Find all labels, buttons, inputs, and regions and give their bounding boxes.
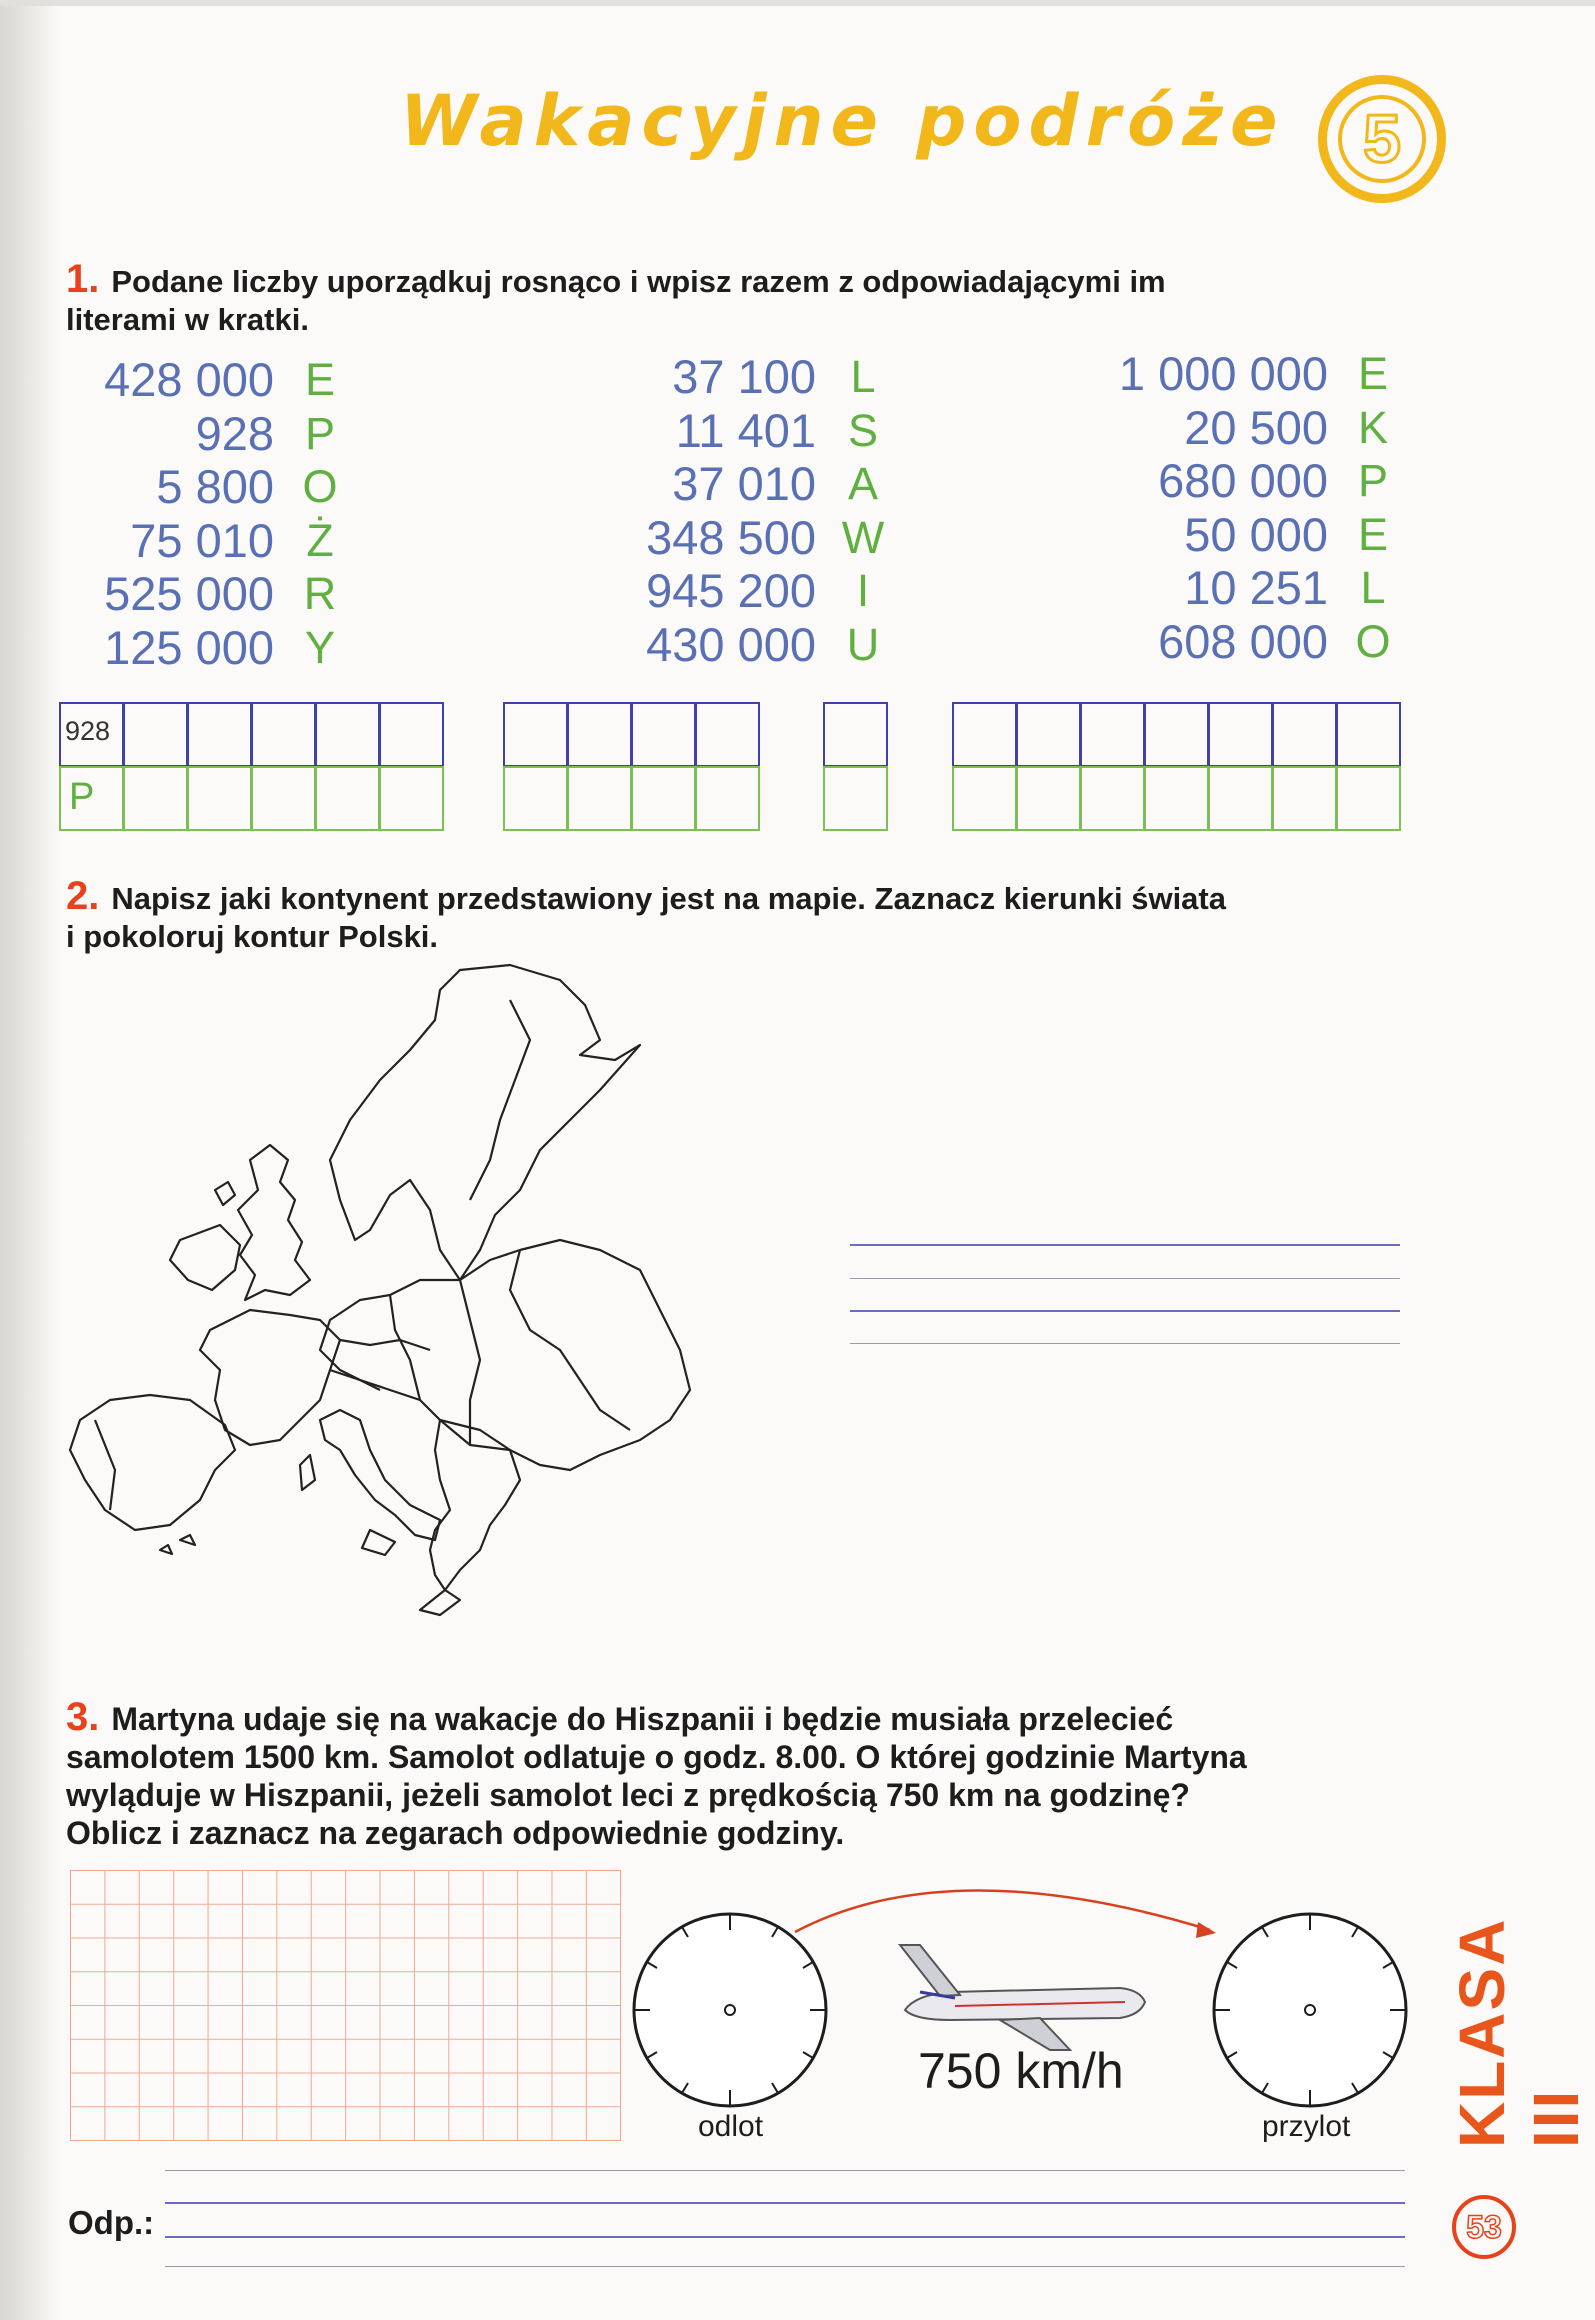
grade-side-label: KLASA III: [1446, 1919, 1592, 2148]
number-column-3: [1060, 347, 1328, 668]
number-item: 608 000: [1158, 614, 1328, 668]
letter-cell[interactable]: [1016, 766, 1081, 831]
letter-cell[interactable]: [1080, 766, 1145, 831]
lesson-number-badge: [1318, 75, 1446, 203]
example-letter-cell: P: [59, 766, 124, 831]
number-cell[interactable]: [631, 702, 696, 767]
page-top-edge: [0, 0, 1595, 6]
letter-item: P: [1357, 455, 1388, 506]
number-item: 50 000: [1184, 507, 1328, 561]
letter-item: E: [1357, 348, 1388, 399]
number-cell[interactable]: [1336, 702, 1401, 767]
letter-item: S: [847, 404, 878, 456]
number-cell[interactable]: [379, 702, 444, 767]
letter-cell[interactable]: [1336, 766, 1401, 831]
letter-cell[interactable]: [631, 766, 696, 831]
task-2-text-line-2: i pokoloruj kontur Polski.: [66, 919, 439, 954]
letter-item: W: [841, 511, 885, 563]
answer-label: Odp.:: [68, 2204, 155, 2241]
task-1-number: 1.: [66, 257, 100, 301]
number-item: 37 010: [672, 457, 816, 510]
letter-item: O: [1355, 615, 1391, 667]
letter-item: E: [304, 354, 335, 405]
letter-item: O: [302, 461, 338, 512]
answer-line[interactable]: [850, 1278, 1400, 1279]
answer-grid-1: [60, 703, 444, 831]
number-item: 20 500: [1184, 400, 1328, 454]
letter-column-1: [298, 353, 342, 674]
page-number: 53: [1452, 2195, 1516, 2259]
answer-line[interactable]: [850, 1244, 1400, 1246]
letter-cell[interactable]: [1272, 766, 1337, 831]
letter-item: Y: [304, 621, 335, 673]
number-cell[interactable]: [567, 702, 632, 767]
clock-depart: [634, 1914, 826, 2106]
number-item: 75 010: [130, 513, 274, 567]
letter-item: I: [856, 565, 870, 616]
number-cell[interactable]: [1144, 702, 1209, 767]
number-cell[interactable]: [823, 702, 888, 767]
number-column-1: [80, 353, 274, 674]
number-item: 348 500: [646, 510, 816, 564]
number-cell[interactable]: [503, 702, 568, 767]
answer-line[interactable]: [165, 2236, 1405, 2238]
number-cell[interactable]: [315, 702, 380, 767]
letter-item: Ż: [306, 514, 334, 566]
letter-cell[interactable]: [315, 766, 380, 831]
arc-arrowhead: [1196, 1922, 1216, 1938]
number-column-2: [612, 350, 816, 671]
task-1-text-line-2: literami w kratki.: [66, 302, 309, 337]
answer-line[interactable]: [850, 1310, 1400, 1312]
task-2-text-line-1: Napisz jaki kontynent przedstawiony jest na mapie. Zaznacz kierunki świata: [111, 881, 1226, 916]
clock-depart-label: odlot: [698, 2110, 764, 2143]
letter-cell[interactable]: [952, 766, 1017, 831]
letter-item: U: [846, 618, 880, 670]
number-cell[interactable]: [1016, 702, 1081, 767]
number-item: 37 100: [672, 350, 816, 403]
task-3-text-line-1: Martyna udaje się na wakacje do Hiszpanii i będzie musiała przelecieć: [111, 1701, 1174, 1737]
letter-cell[interactable]: [1208, 766, 1273, 831]
number-cell[interactable]: [695, 702, 760, 767]
number-cell[interactable]: [1272, 702, 1337, 767]
letter-cell[interactable]: [1144, 766, 1209, 831]
calculation-grid[interactable]: [70, 1870, 621, 2141]
letter-cell[interactable]: [251, 766, 316, 831]
answer-grid-2: [504, 703, 760, 831]
letter-cell[interactable]: [695, 766, 760, 831]
letter-item: A: [847, 458, 878, 509]
clock-arrive: [1214, 1914, 1406, 2106]
letter-item: K: [1357, 401, 1388, 453]
clock-arrive-label: przylot: [1262, 2110, 1351, 2143]
task-1-instruction: [66, 257, 1396, 339]
page-title: Wakacyjne podróże: [400, 80, 1285, 162]
plane-speed: 750 km/h: [918, 2043, 1124, 2099]
letter-item: P: [304, 407, 335, 459]
letter-item: R: [303, 568, 337, 619]
answer-line[interactable]: [850, 1343, 1400, 1344]
task-3-number: 3.: [66, 1695, 100, 1739]
europe-outline-map[interactable]: [40, 950, 840, 1650]
letter-cell[interactable]: [123, 766, 188, 831]
answer-line[interactable]: [165, 2266, 1405, 2267]
number-item: 928: [195, 406, 274, 460]
number-item: 525 000: [104, 567, 274, 620]
task-1-text-line-1: Podane liczby uporządkuj rosnąco i wpisz razem z odpowiadającymi im: [111, 264, 1166, 299]
flight-arc: [795, 1890, 1210, 1932]
letter-column-3: [1350, 347, 1396, 668]
number-item: 680 000: [1158, 454, 1328, 507]
letter-item: E: [1357, 508, 1388, 560]
letter-cell[interactable]: [503, 766, 568, 831]
letter-cell[interactable]: [187, 766, 252, 831]
number-item: 5 800: [156, 460, 274, 513]
task-2-number: 2.: [66, 874, 100, 918]
number-cell[interactable]: [952, 702, 1017, 767]
task-3-text-line-2: samolotem 1500 km. Samolot odlatuje o godz. 8.00. O której godzinie Martyna: [66, 1739, 1247, 1775]
airplane-icon: [900, 1945, 1145, 2050]
number-cell[interactable]: [123, 702, 188, 767]
number-cell[interactable]: [251, 702, 316, 767]
letter-cell[interactable]: [823, 766, 888, 831]
number-item: 125 000: [104, 620, 274, 674]
letter-item: L: [1360, 562, 1386, 613]
answer-grid-4: [953, 703, 1401, 831]
example-number-cell: 928: [59, 702, 124, 767]
number-item: 11 401: [675, 403, 816, 457]
number-cell[interactable]: [1080, 702, 1145, 767]
number-item: 10 251: [1184, 561, 1328, 614]
letter-column-2: [840, 350, 886, 671]
number-cell[interactable]: [187, 702, 252, 767]
lesson-number: 5: [1338, 95, 1426, 183]
answer-line[interactable]: [165, 2202, 1405, 2204]
number-item: 1 000 000: [1118, 347, 1328, 400]
number-item: 428 000: [104, 353, 274, 406]
answer-grid-3: [824, 703, 888, 831]
letter-cell[interactable]: [379, 766, 444, 831]
answer-line[interactable]: [165, 2170, 1405, 2171]
number-cell[interactable]: [1208, 702, 1273, 767]
task-3-text-line-4: Oblicz i zaznacz na zegarach odpowiednie godziny.: [66, 1815, 845, 1851]
task-3-text-line-3: wyląduje w Hiszpanii, jeżeli samolot leci z prędkością 750 km na godzinę?: [66, 1777, 1190, 1813]
letter-cell[interactable]: [567, 766, 632, 831]
task-2-instruction: [66, 874, 1406, 956]
task-3-instruction: [66, 1695, 1406, 1852]
letter-item: L: [850, 351, 876, 402]
number-item: 945 200: [646, 564, 816, 617]
number-item: 430 000: [646, 617, 816, 671]
